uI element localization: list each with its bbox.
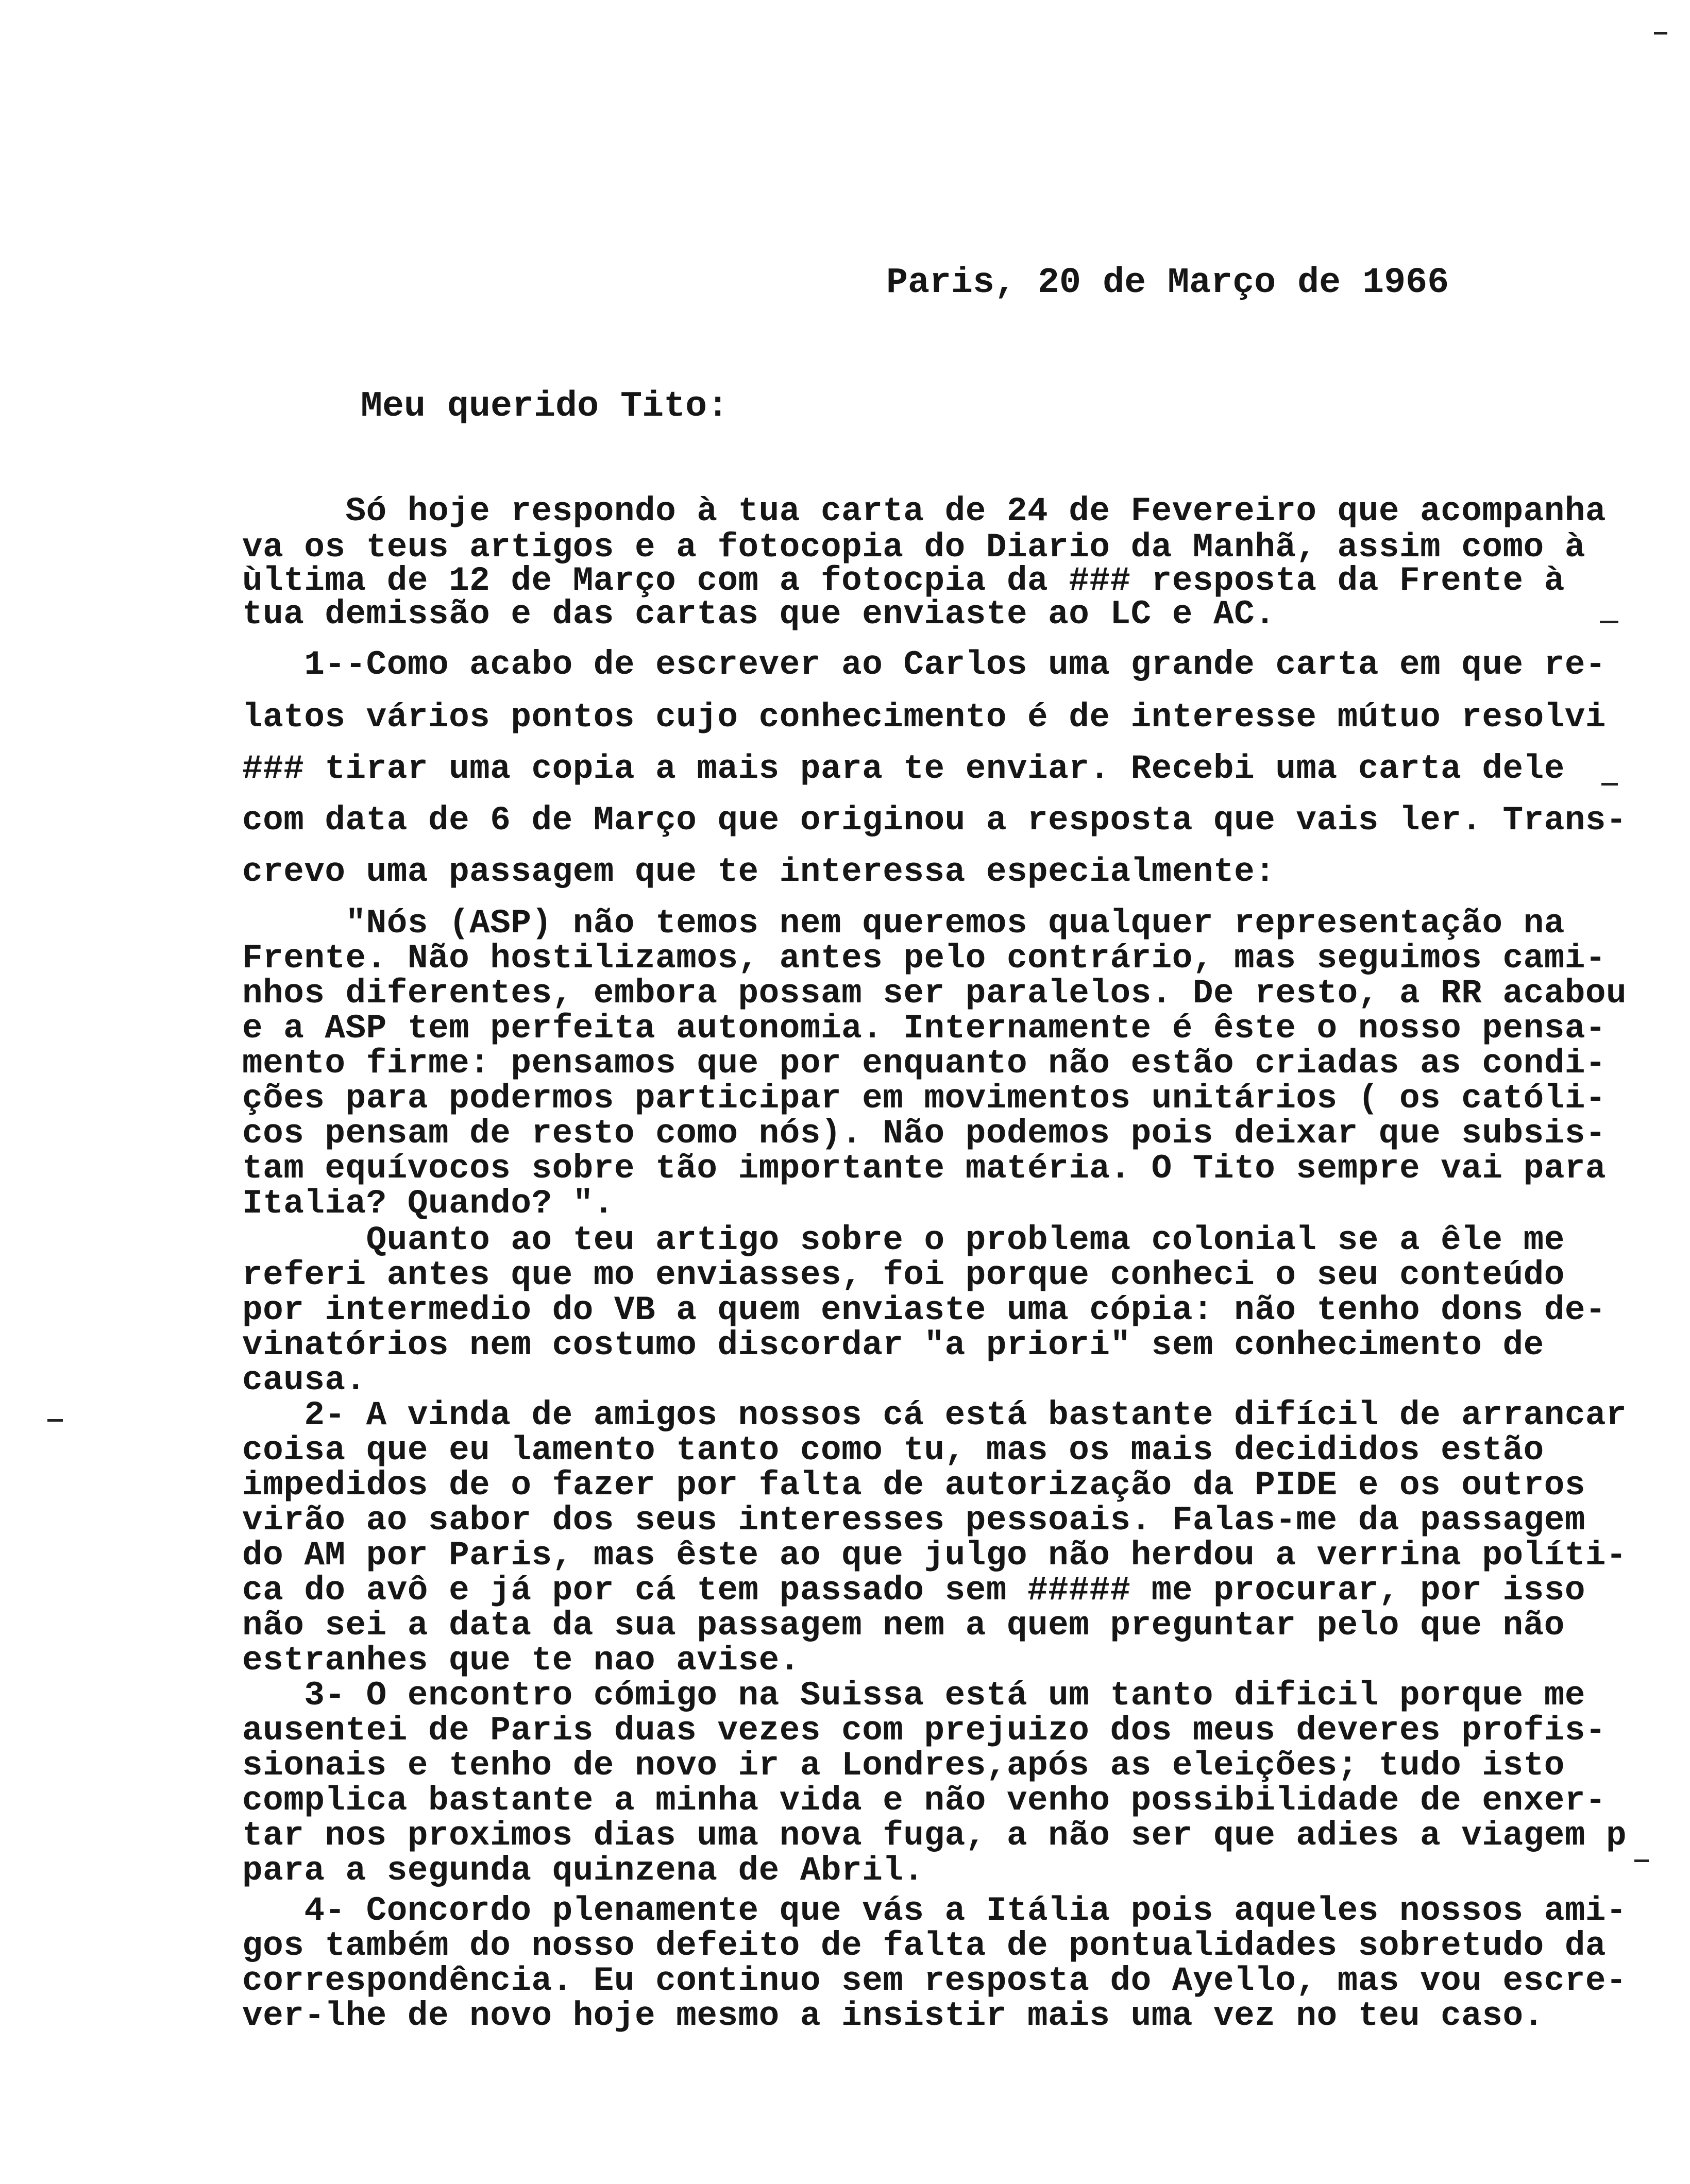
body-line: correspondência. Eu continuo sem resposta do Ayello, mas vou escre- xyxy=(242,1961,1627,2000)
body-line: latos vários pontos cujo conhecimento é de interesse mútuo resolvi xyxy=(242,698,1607,737)
body-line: Só hoje respondo à tua carta de 24 de Fevereiro que acompanha xyxy=(242,492,1607,531)
body-line: por intermedio do VB a quem enviaste uma cópia: não tenho dons de- xyxy=(242,1291,1607,1329)
body-line: Quanto ao teu artigo sobre o problema colonial se a êle me xyxy=(242,1221,1565,1259)
body-line: va os teus artigos e a fotocopia do Diario da Manhã, assim como à xyxy=(242,528,1585,567)
body-line: 1--Como acabo de escrever ao Carlos uma grande carta em que re- xyxy=(242,645,1607,684)
quote-line: nhos diferentes, embora possam ser paralelos. De resto, a RR acabou xyxy=(242,974,1627,1013)
body-line: tua demissão e das cartas que enviaste ao LC e AC. xyxy=(242,595,1276,634)
body-line: crevo uma passagem que te interessa especialmente: xyxy=(242,852,1276,891)
quote-line: e a ASP tem perfeita autonomia. Internamente é êste o nosso pensa- xyxy=(242,1009,1607,1048)
letter-date: Paris, 20 de Março de 1966 xyxy=(886,263,1449,303)
body-line: sionais e tenho de novo ir a Londres,após as eleições; tudo isto xyxy=(242,1746,1565,1785)
body-line: complica bastante a minha vida e não venho possibilidade de enxer- xyxy=(242,1781,1607,1820)
body-line: referi antes que mo enviasses, foi porque conheci o seu conteúdo xyxy=(242,1256,1565,1294)
body-line: com data de 6 de Março que originou a resposta que vais ler. Trans- xyxy=(242,801,1627,840)
quote-line: Italia? Quando? ". xyxy=(242,1184,614,1223)
body-line: causa. xyxy=(242,1361,366,1400)
margin-mark xyxy=(1601,783,1618,786)
quote-line: Frente. Não hostilizamos, antes pelo contrário, mas seguimos cami- xyxy=(242,939,1607,978)
body-line: tar nos proximos dias uma nova fuga, a não ser que adies a viagem p xyxy=(242,1816,1627,1855)
quote-line: tam equívocos sobre tão importante matéria. O Tito sempre vai para xyxy=(242,1149,1607,1188)
body-line: para a segunda quinzena de Abril. xyxy=(242,1851,924,1890)
quote-line: "Nós (ASP) não temos nem queremos qualquer representação na xyxy=(242,904,1565,943)
margin-mark xyxy=(47,1419,63,1422)
margin-mark xyxy=(1654,32,1667,35)
body-line: ausentei de Paris duas vezes com prejuizo dos meus deveres profis- xyxy=(242,1711,1607,1750)
body-line: impedidos de o fazer por falta de autorização da PIDE e os outros xyxy=(242,1466,1585,1505)
body-line: ùltima de 12 de Março com a fotocpia da ### resposta da Frente à xyxy=(242,561,1565,600)
body-line: do AM por Paris, mas êste ao que julgo não herdou a verrina políti- xyxy=(242,1536,1627,1575)
body-line: ### tirar uma copia a mais para te enviar. Recebi uma carta dele xyxy=(242,749,1565,788)
body-line: ver-lhe de novo hoje mesmo a insistir mais uma vez no teu caso. xyxy=(242,1997,1544,2035)
body-line: virão ao sabor dos seus interesses pessoais. Falas-me da passagem xyxy=(242,1501,1585,1540)
body-line: gos também do nosso defeito de falta de pontualidades sobretudo da xyxy=(242,1926,1607,1965)
quote-line: cos pensam de resto como nós). Não podemos pois deixar que subsis- xyxy=(242,1114,1607,1153)
body-line: 4- Concordo plenamente que vás a Itália pois aqueles nossos ami- xyxy=(242,1891,1627,1930)
body-line: ca do avô e já por cá tem passado sem ##### me procurar, por isso xyxy=(242,1571,1585,1610)
body-line: não sei a data da sua passagem nem a quem preguntar pelo que não xyxy=(242,1606,1565,1645)
body-line: vinatórios nem costumo discordar "a priori" sem conhecimento de xyxy=(242,1326,1544,1364)
letter-salutation: Meu querido Tito: xyxy=(361,386,729,427)
body-line: 3- O encontro cómigo na Suissa está um tanto dificil porque me xyxy=(242,1676,1585,1715)
body-line: 2- A vinda de amigos nossos cá está bastante difícil de arrancar xyxy=(242,1396,1627,1435)
margin-mark xyxy=(1600,621,1618,623)
margin-mark xyxy=(1634,1859,1649,1862)
quote-line: mento firme: pensamos que por enquanto não estão criadas as condi- xyxy=(242,1044,1607,1083)
body-line: coisa que eu lamento tanto como tu, mas os mais decididos estão xyxy=(242,1431,1544,1470)
body-line: estranhes que te nao avise. xyxy=(242,1641,800,1680)
quote-line: ções para podermos participar em movimentos unitários ( os católi- xyxy=(242,1079,1607,1118)
